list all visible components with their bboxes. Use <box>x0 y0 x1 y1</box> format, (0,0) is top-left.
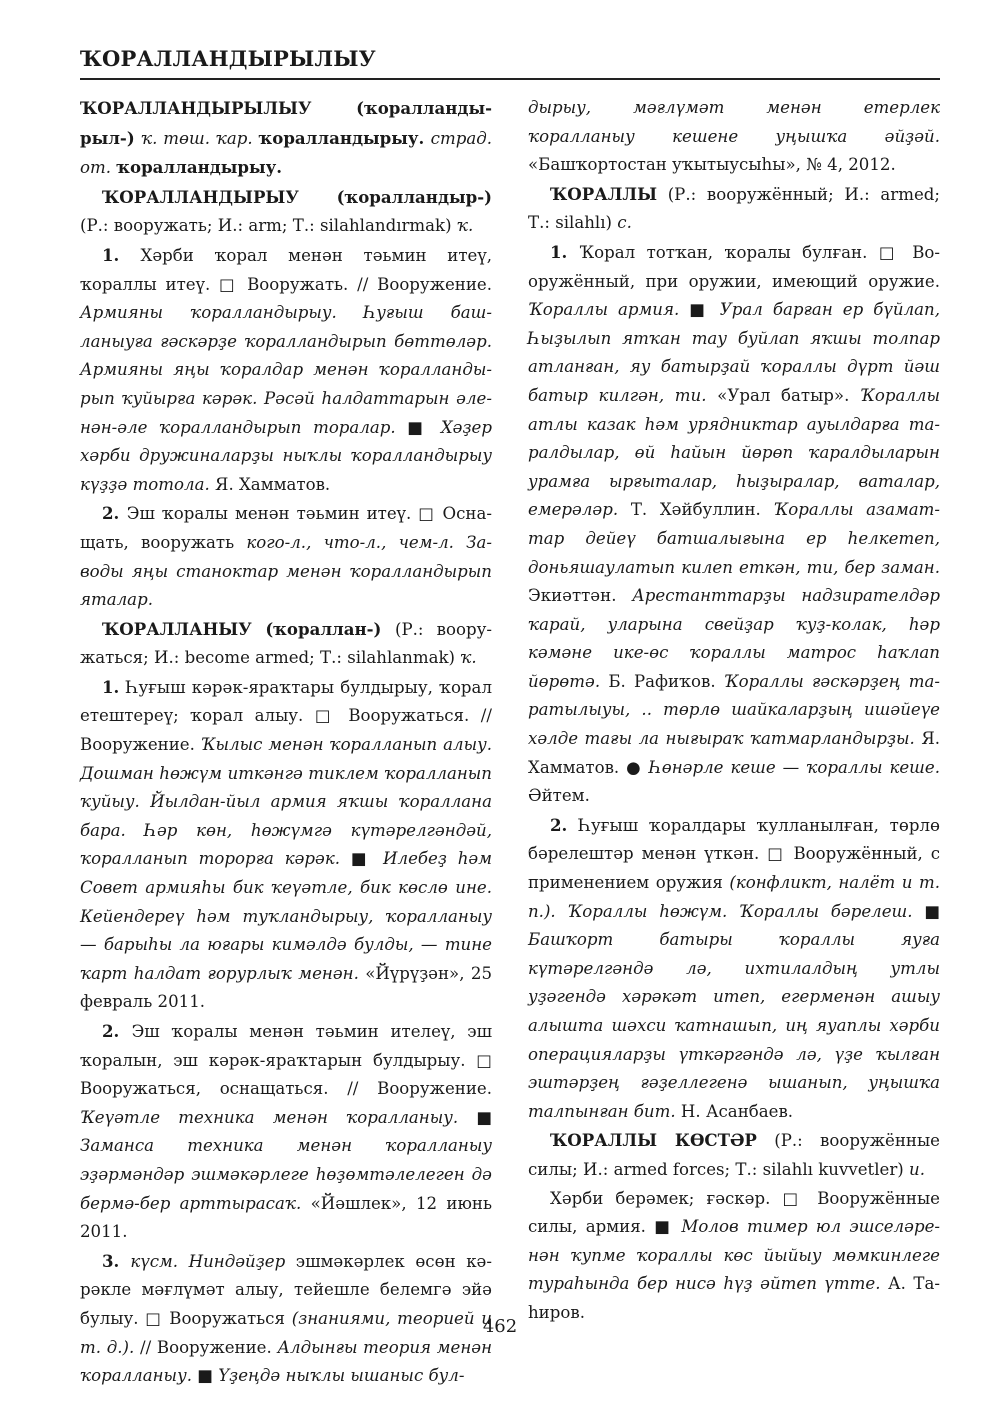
quote-source: Т. Хәйбуллин. <box>630 500 774 520</box>
sense-number: 3. <box>102 1250 131 1271</box>
pos-label: с. <box>617 213 632 233</box>
quotation: Башҡорт батыры ҡораллы яуға күтәрелгәндә лә, ихтилалдың утлы уҙәгендә хәрәкәт итеп, егерменән ашыу алышта шәхси ҡатнашып, иң яуаплы хәрби операцияларҙы үткәргәндә лә, үҙе ҡылған эштәрҙең ғәҙеллегенә ышанып, уңышҡа талпынған бит. <box>528 930 940 1121</box>
quote-source: Б. Рафиҡов. <box>608 671 724 691</box>
quote-source: Экиәттән. <box>528 586 633 606</box>
grammar-label: ҡ. төш. ҡар. <box>141 128 259 148</box>
quotation: Заманса техника менән ҡоралланыу эҙәрмәндәр эшмәкәрлеге һөҙөмтәлелеген дә бермә-бер арттырасаҡ. <box>80 1136 492 1213</box>
quote-marker: ■ <box>350 849 384 869</box>
definition: Хәрби ҡорал менән тәьмин итеү, ҡораллы итеү. □ Вооружать. // Вооружение. <box>80 245 492 294</box>
headword: ҠОРАЛЛЫ <box>550 183 658 204</box>
translations: (Р.: вооружаться; И.: become armed; Т.: silahlanmak) <box>80 619 492 668</box>
quotation: Ҡораллы азаматтар дейеү батшалығына ер һелкетеп, доньяшаулатып килеп еткән, ти, бер заман. <box>528 500 940 577</box>
header-rule <box>80 78 940 80</box>
quote-source: Я. Хамматов. <box>215 474 331 494</box>
quote-source: «Йүрүҙән», 25 февраль 2011. <box>80 963 492 1012</box>
quote-source: А. Таһиров. <box>528 1274 940 1322</box>
quotation: Үҙеңдә ныҡлы ышаныс бул- <box>218 1366 465 1386</box>
quote-source: «Урал батыр». <box>717 385 861 405</box>
examples: Армияны ҡоралландырыу. Һуғыш башланыуға ғәскәрҙе ҡоралландырып бөттөләр. Армияны яңы ҡоралдар менән ҡоралландырып ҡуйырға кәрәк. Рәсәй һалдаттарын әленән-әле ҡоралландырып торалар. <box>80 303 492 437</box>
cross-reference: ҡоралландырыу. <box>116 157 283 178</box>
quote-source: Н. Асанбаев. <box>680 1101 794 1121</box>
pos-label: ҡ. <box>460 648 477 668</box>
usage-label: күсм. Ниндәйҙер <box>130 1251 296 1271</box>
definition: Эш ҡоралы менән тәьмин ителеү, эш ҡоралын, эш кәрәк-яраҡтарын булдырыу. □ Вооружаться, оснащаться. // Вооружение. <box>80 1022 492 1099</box>
sense <box>528 1185 940 1328</box>
sense-number: 1. <box>102 676 127 697</box>
left-column <box>80 94 492 1391</box>
definition: Эш ҡоралы менән тәьмин итеү. □ Оснащать, вооружать <box>80 504 492 552</box>
definition-note: (знаниями, теорией и т. д.). <box>80 1308 492 1357</box>
quote-source: «Йәшлек», 12 июнь 2011. <box>80 1193 492 1242</box>
stem: (ҡоралландыр-) <box>298 186 492 207</box>
quote-source: Я. Хамматов. <box>528 729 940 777</box>
pos-label: и. <box>909 1159 925 1179</box>
entry-koralandyrylyu <box>80 94 492 183</box>
quotation: Хәҙер хәрби дружиналарҙы ныҡлы ҡоралландырыу күҙҙә тотола. <box>80 417 492 494</box>
proverb: Һөнәрле кеше — ҡораллы кеше. <box>649 757 940 777</box>
translations: (Р.: вооружать; И.: arm; Т.: silahlandırmak) <box>80 216 457 236</box>
headword: ҠОРАЛЛАНЫУ <box>102 618 252 639</box>
quote-marker: ■ <box>689 300 720 320</box>
quote-source: Әйтем. <box>528 786 590 806</box>
translations: (Р.: вооружённый; И.: armed; Т.: silahlı) <box>528 184 940 233</box>
quote-source: «Башҡортостан уҡытыусыһы», № 4, 2012. <box>528 155 896 175</box>
proverb-marker: ● <box>626 757 650 777</box>
entry-koralandyryu <box>80 183 492 241</box>
sense-number: 2. <box>102 1021 132 1041</box>
quotation: Ҡораллы ғәскәрҙең таратылыуы, .. төрлө шайкаларҙың ишәйеүе хәлде тағы ла нығыраҡ ҡатмарландырҙы. <box>528 671 940 749</box>
entry-koraly <box>528 180 940 238</box>
examples: Ҡораллы армия. <box>528 300 690 320</box>
sense-number: 2. <box>550 814 579 835</box>
quotation: Урал барған ер бүйлап, Һыҙылып ятҡан тау буйлап яҡшы толпар атланған, яу батырҙай ҡораллы дүрт йәш батыр килгән, ти. <box>528 300 940 405</box>
definition: Һуғыш кәрәк-яраҡтары булдырыу, ҡорал етештереү; ҡорал алыу. □ Вооружаться. // Вооружение. <box>80 677 492 755</box>
sense <box>80 673 492 1017</box>
sense-number: 1. <box>102 244 141 265</box>
sense <box>80 499 492 614</box>
running-title: ҠОРАЛЛАНДЫРЫЛЫУ <box>80 46 376 71</box>
translations: (Р.: вооружённые силы; И.: armed forces; Т.: silahlı kuvvetler) <box>528 1131 940 1179</box>
headword: ҠОРАЛЛАНДЫРЫУ <box>102 186 299 207</box>
quotation: Молов тимер юл эшселәренән ҡупме ҡораллы көс йыйыу мөмкинлеге тураһында бер нисә һүҙ әйтеп үтте. <box>528 1217 940 1294</box>
examples: Ҡылыс менән ҡоралланып алыу. Дошман һөжүм иткәнгә тиклем ҡоралланып ҡуйыу. Йылдан-йыл армия яҡшы ҡораллана бара. Һәр көн, һөжүмгә күтәрелгәндәй, ҡоралланып торорға кәрәк. <box>80 735 492 869</box>
sense-number: 1. <box>550 241 580 262</box>
headword: ҠОРАЛЛАНДЫРЫЛЫУ <box>80 98 312 118</box>
grammar-label: страд. от. <box>80 128 493 178</box>
quote-marker: ■ <box>197 1366 219 1386</box>
examples: кого-л., что-л., чем-л. Заводы яңы станоктар менән ҡоралландырып яталар. <box>80 532 492 610</box>
quote-marker: ■ <box>654 1217 682 1237</box>
entry-koralanyu <box>80 615 492 673</box>
examples: (конфликт, налёт и т. п.). Ҡораллы һөжүм. Ҡораллы бәрелеш. <box>528 873 940 921</box>
equivalent: // Вооружение. <box>139 1337 278 1357</box>
right-column <box>528 94 940 1328</box>
sense <box>528 238 940 811</box>
quote-marker: ■ <box>407 417 441 437</box>
entry-koraly-kostar <box>528 1126 940 1184</box>
quote-marker: ■ <box>476 1107 492 1127</box>
quotation: Илебеҙ һәм Совет армияһы бик ҡеүәтле, бик көслө ине. Кейендереү һәм туҡландырыу, ҡоралланыу — барыһы ла юғары кимәлдә булды, — тине ҡарт һалдат ғорурлыҡ менән. <box>80 849 493 983</box>
examples: Алдынғы теория менән ҡоралланыу. <box>80 1337 492 1386</box>
quotation: Арестанттарҙы надзирателдәр ҡарай, уларына свейҙар ҡуҙ-колак, һәр кәмәне ике-өс ҡораллы матрос һаҡлап йөрөтә. <box>528 586 940 691</box>
sense <box>80 1017 492 1247</box>
examples: Ҡеүәтле техника менән ҡоралланыу. <box>80 1107 477 1127</box>
headword: ҠОРАЛЛЫ КӨСТӘР <box>550 1130 757 1151</box>
definition: Һуғыш ҡоралдары ҡулланылған, төрлө бәрелештәр менән үткән. □ Вооружённый, с применением оружия <box>528 815 940 893</box>
definition: Ҡорал тотҡан, ҡоралы булған. □ Вооружённый, при оружии, имеющий оружие. <box>528 242 941 291</box>
sense <box>528 811 940 1127</box>
sense <box>80 241 492 499</box>
quotation: Ҡораллы атлы казак һәм урядниктар ауылдарға таралдылар, өй һайын йөрөп ҡаралдыларын урамға ырғыталар, һыҙыралар, ваталар, емерәләр. <box>528 385 940 520</box>
sense-number: 2. <box>102 503 127 524</box>
cross-reference: ҡоралландырыу. <box>258 127 431 148</box>
quote-marker: ■ <box>924 901 940 921</box>
definition: эшмәкәрлек өсөн кәрәкле мәғлүмәт алыу, тейешле белемгә эйә булыу. □ Вооружаться <box>80 1251 492 1328</box>
definition: Хәрби берәмек; ғәскәр. □ Вооружённые силы, армия. <box>528 1188 940 1237</box>
pos-label: ҡ. <box>456 216 474 236</box>
quotation-continued <box>528 94 940 180</box>
stem: (ҡораллан-) <box>251 618 396 639</box>
page-number: 462 <box>482 1316 518 1337</box>
stem: (ҡоралландырыл-) <box>80 98 492 148</box>
quotation: дырыу, мәғлүмәт менән етерлек ҡоралланыу кешене уңышҡа әйҙәй. <box>528 98 940 146</box>
